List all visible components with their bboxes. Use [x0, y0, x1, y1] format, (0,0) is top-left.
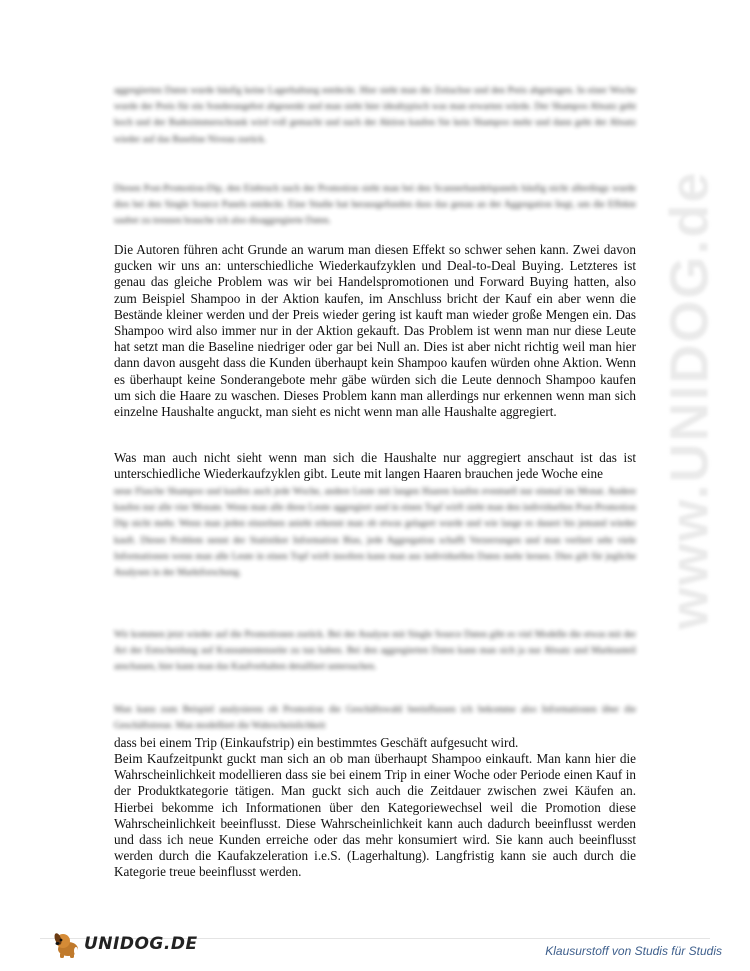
blurred-paragraph-5 [114, 702, 636, 734]
paragraph-autoren [114, 242, 636, 420]
logo-text: UNIDOG.DE [84, 934, 198, 954]
paragraph-text: Beim Kaufzeitpunkt guckt man sich an ob man überhaupt Shampoo einkauft. Man kann hier die Wahrscheinlichkeit modellieren dass sie bei einem Trip in einer Woche oder Periode einen Kauf in der Produktkategorie tätigen. Man guckt sich auch die Zeitdauer zwischen zwei Käufen an. Hierbei bekomme ich Informationen über den Kategoriewechsel weil die Promotion diese Wahrscheinlichkeit beeinflusst. Diese Wahrscheinlichkeit kann auch dadurch beeinflusst werden und dass ich neue Kunden erreiche oder das mehr konsumiert wird. Sie kann auch beeinflusst werden durch die Kaufakzeleration i.e.S. (Lagerhaltung). Langfristig kann sie auch durch die Kategorie treue beeinflusst werden. [114, 751, 636, 880]
blurred-paragraph-1 [114, 83, 636, 148]
paragraph-trip [114, 735, 636, 751]
blurred-paragraph-3 [114, 484, 636, 581]
blurred-text: Man kann zum Beispiel analysieren ob Promotion die Geschäftswahl beeinflussen ich bekomme also Informationen über die Geschäftstreue. Man modelliert die Wahrscheinlichkeit [114, 704, 636, 732]
blurred-text: Wir kommen jetzt wieder auf die Promotionen zurück. Bei der Analyse mit Single Source Daten gibt es viel Modelle die etwas mit der Art der Entscheidung auf Konsumentenseite zu tun haben. Bei den aggregierten Daten kann man sich ja nur Absatz und Marktanteil anschauen, hier kann man das Kaufverhalten detailliert untersuchen. [114, 629, 636, 673]
watermark-text: www.UNIDOG.de [660, 170, 720, 630]
blurred-paragraph-4 [114, 627, 636, 676]
paragraph-text: dass bei einem Trip (Einkaufstrip) ein bestimmtes Geschäft aufgesucht wird. [114, 735, 519, 750]
unidog-logo [52, 928, 198, 960]
blurred-text: aggregierten Daten wurde häufig keine Lagerhaltung entdeckt. Hier sieht man die Zeitachse und den Preis abgetragen. In einer Woche wurde der Preis für ein Sonderangebot abgesenkt und man sieht hier idealtypisch was man erwarten würde. Der Shampoo Absatz geht hoch und der Badezimmerschrank wird voll gemacht und nach der Aktion kaufen Sie kein Shampoo mehr und dann geht der Absatz wieder auf das Baseline Niveau zurück. [114, 85, 636, 145]
blurred-paragraph-2 [114, 181, 636, 230]
paragraph-kaufzeitpunkt [114, 751, 636, 881]
paragraph-wiederkaufzyklen [114, 450, 636, 482]
blurred-text: Diesen Post-Promotion-Dip, den Einbruch nach der Promotion sieht man bei den Scannerhandelspanels häufig nicht allerdings wurde dies bei den Single Source Panels entdeckt. Eine Studie hat herausgefunden dass das genau an der Aggregation liegt, um die Effekte sauber zu trennen brauche ich also disaggregierte Daten. [114, 183, 636, 227]
paragraph-text: Was man auch nicht sieht wenn man sich die Haushalte nur aggregiert anschaut ist das ist unterschiedliche Wiederkaufzyklen gibt. Leute mit langen Haaren brauchen jede Woche eine [114, 450, 636, 482]
footer-tagline: Klausurstoff von Studis für Studis [545, 944, 722, 958]
dog-icon [52, 929, 82, 959]
paragraph-text: Die Autoren führen acht Grunde an warum man diesen Effekt so schwer sehen kann. Zwei davon gucken wir uns an: unterschiedliche Wiederkaufzyklen und Deal-to-Deal Buying. Letzteres ist genau das gleiche Problem was wir bei Handelspromotionen und Forward Buying hatten, also zum Beispiel Shampoo in der Aktion kaufen, im Anschluss bricht der Kauf ein aber wenn die Bestände kleiner werden und der Preis wieder gering ist kauft man wieder große Mengen ein. Das Shampoo wird also immer nur in der Aktion gekauft. Das Problem ist wenn man nur diese Leute hat setzt man die Baseline niedriger oder gar bei Null an. Dies ist aber nicht richtig weil man hier dann davon ausgeht dass die Kunden überhaupt kein Shampoo kaufen würden ohne Aktion. Wenn es überhaupt keine Sonderangebote mehr gäbe würden sich die Leute dennoch Shampoo kaufen um sich die Haare zu waschen. Dieses Problem kann man allerdings nur erkennen wenn man sich einzelne Haushalte anguckt, man sieht es nicht wenn man alle Haushalte aggregiert. [114, 242, 636, 420]
blurred-text: neue Flasche Shampoo und kaufen auch jede Woche, andere Leute mit langen Haaren kaufen eventuell nur einmal im Monat. Andere kaufen nur alle vier Monate. Wenn man alle diese Leute aggregiert und in einen Topf wirft sieht man den individuellen Post-Promotion Dip nicht mehr. Wenn man jeden einzelnen anieht erkennt man ob etwas gelagert wurde und wie lange es dauert bis jemand wieder kauft. Dieses Problem nennt der Statistiker Information Bias, jede Aggregation schafft Verzerrungen und man verliert sehr viele Informationen wenn man alle Leute in einen Topf wirft insofern kann man aus individuellen Daten mehr lernen. Dies gilt für jegliche Analysen in der Marktforschung. [114, 486, 636, 579]
